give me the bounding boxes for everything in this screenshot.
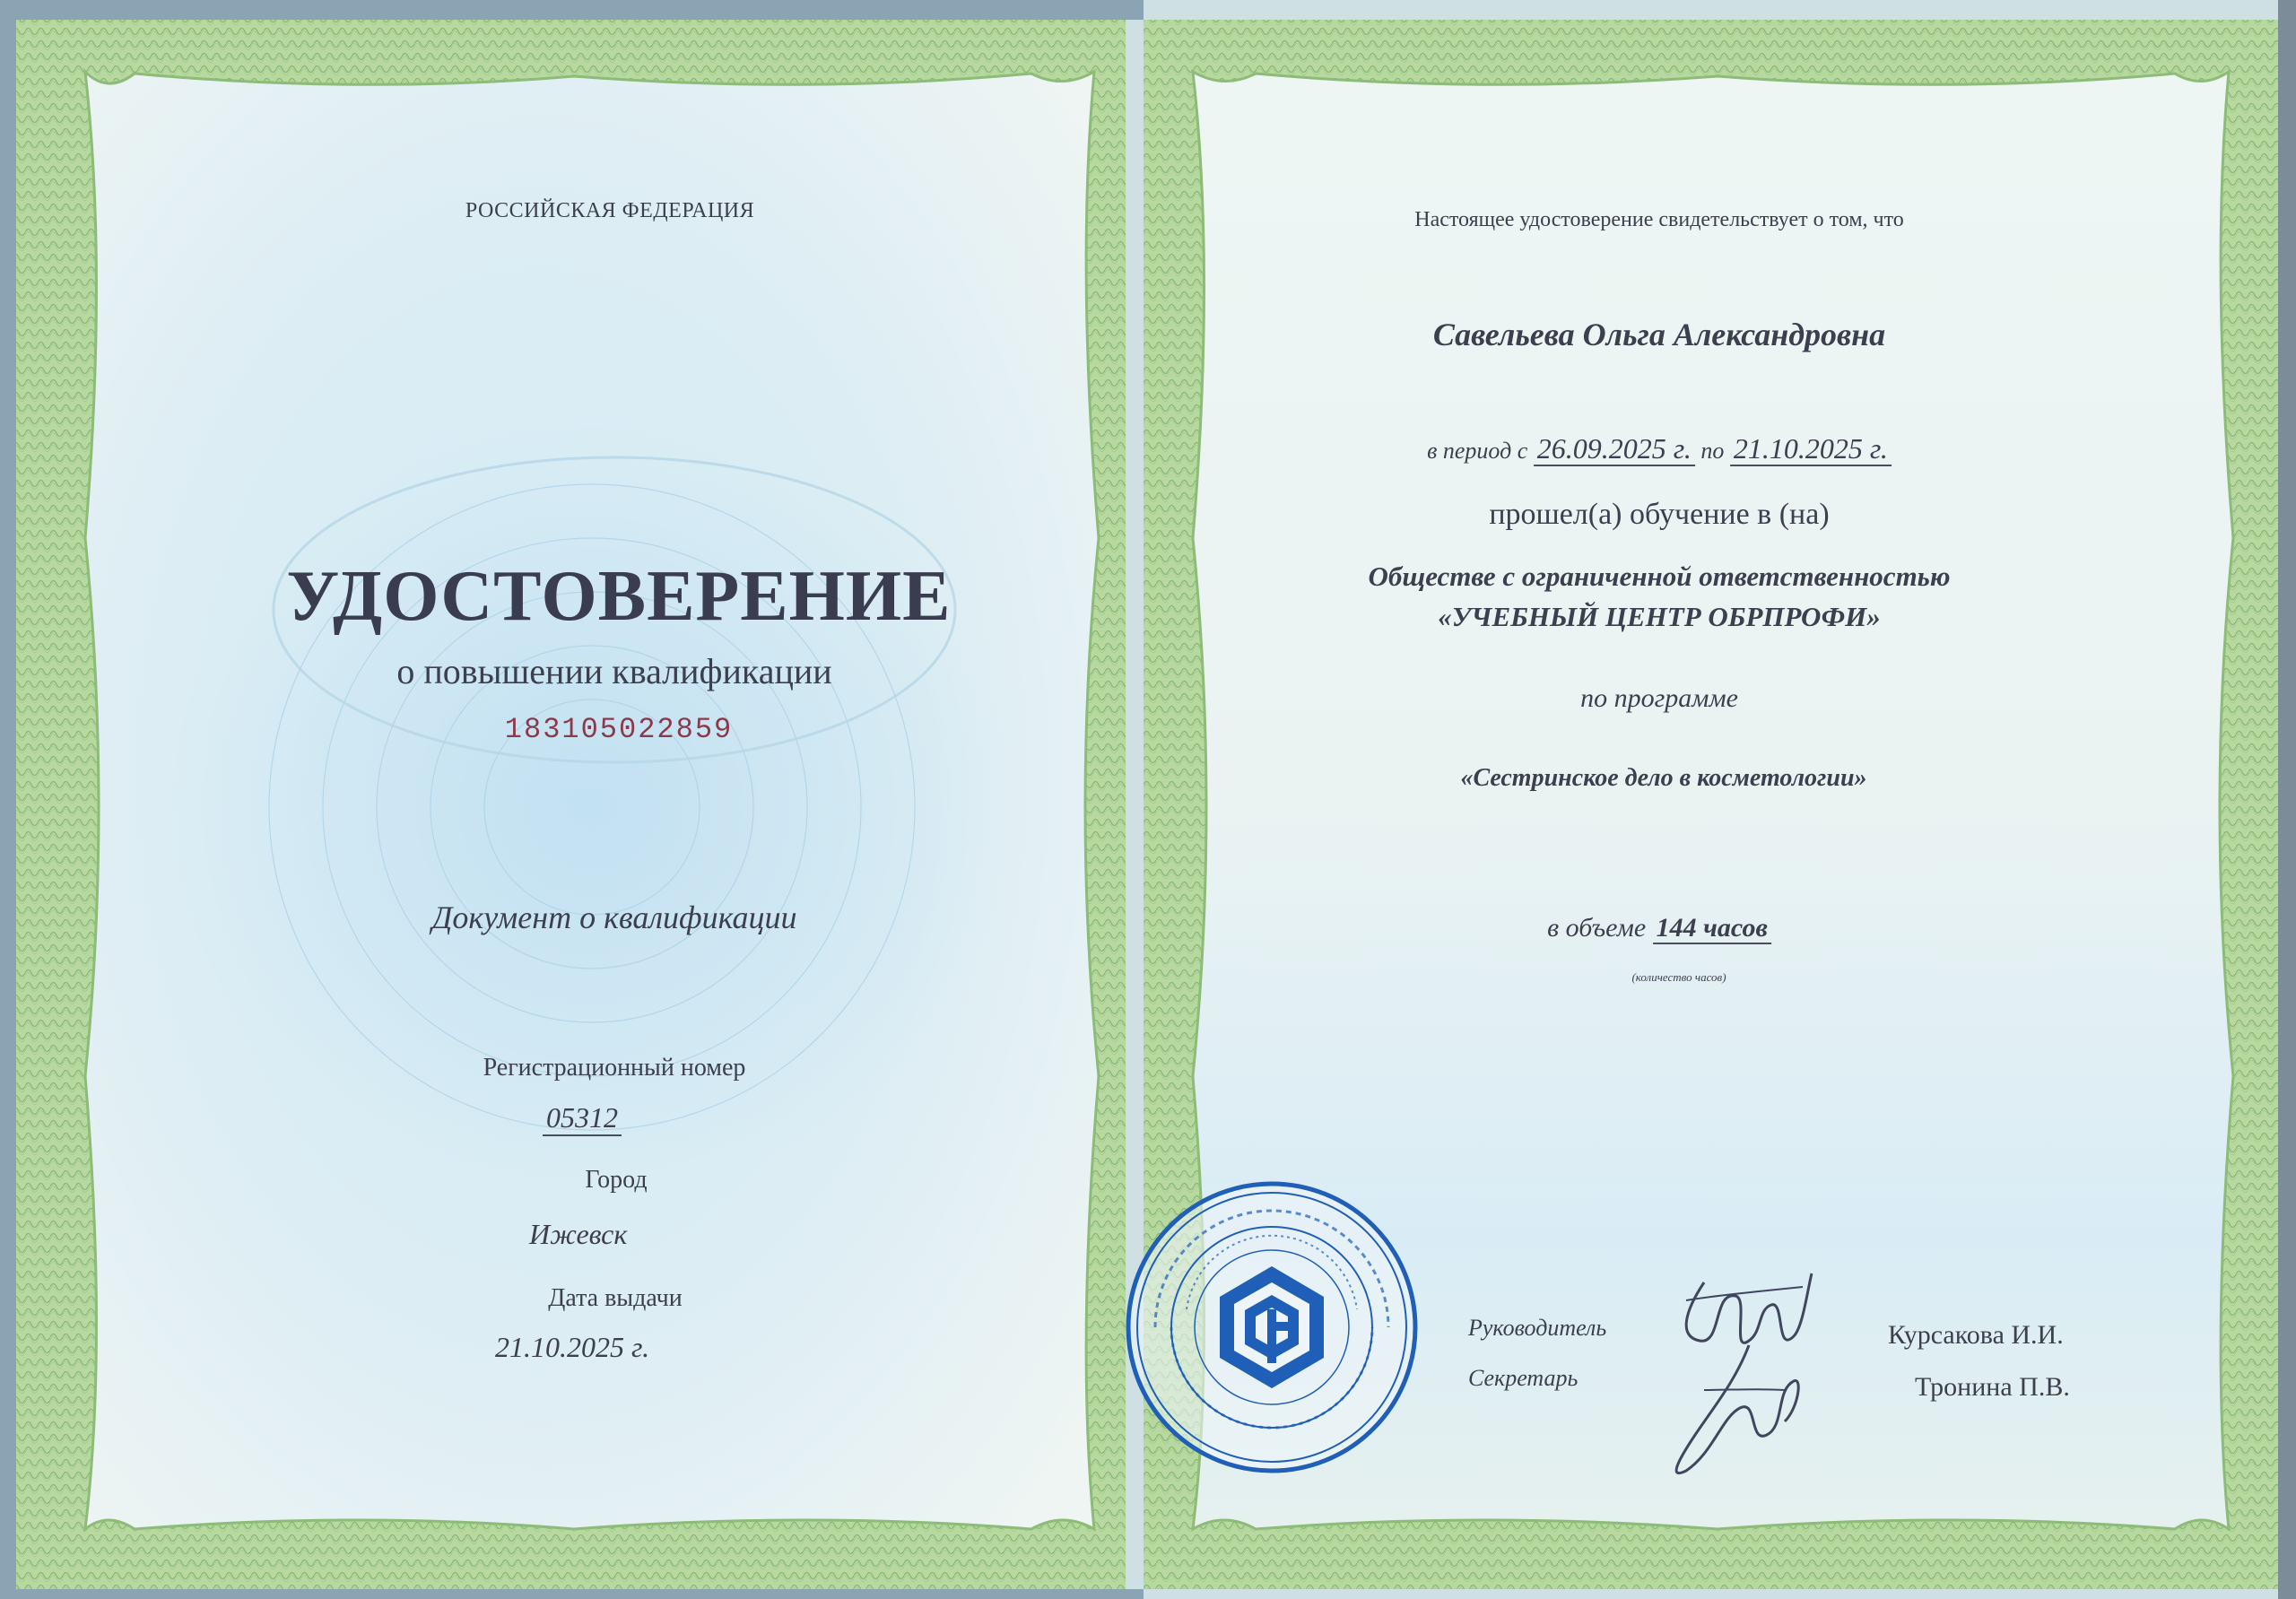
study-period	[1427, 432, 1892, 465]
period-prefix: в период с	[1427, 438, 1528, 464]
intro-text: Настоящее удостоверение свидетельствует о том, что	[1414, 208, 1904, 231]
reg-number-label: Регистрационный номер	[483, 1054, 746, 1082]
person-name: Савельева Ольга Александровна	[1432, 317, 1886, 352]
document-subtitle: о повышении квалификации	[396, 651, 832, 691]
head-name: Курсакова И.И.	[1888, 1320, 2064, 1350]
program-name: «Сестринское дело в косметологии»	[1460, 764, 1867, 792]
official-stamp	[1119, 1175, 1424, 1480]
studied-text: прошел(а) обучение в (на)	[1489, 498, 1830, 531]
period-from: 26.09.2025 г.	[1534, 432, 1695, 466]
organization-line-2: «УЧЕБНЫЙ ЦЕНТР ОБРПРОФИ»	[1438, 601, 1881, 632]
city-label: Город	[585, 1166, 648, 1194]
serial-number: 183105022859	[504, 713, 734, 746]
document-type: Документ о квалификации	[431, 899, 797, 935]
reg-number-value: 05312	[543, 1101, 622, 1136]
left-page	[0, 0, 1144, 1599]
program-label: по программе	[1580, 683, 1738, 713]
hours-line	[1547, 913, 1771, 943]
signatures	[1650, 1256, 1830, 1489]
secretary-name: Тронина П.В.	[1915, 1372, 2070, 1402]
period-mid: по	[1700, 438, 1725, 464]
head-label: Руководитель	[1468, 1315, 1607, 1341]
document-title: УДОСТОВЕРЕНИЕ	[286, 557, 952, 636]
secretary-label: Секретарь	[1468, 1365, 1578, 1391]
period-to: 21.10.2025 г.	[1730, 432, 1892, 466]
organization-line-1: Обществе с ограниченной ответственностью	[1368, 561, 1951, 592]
issue-date-label: Дата выдачи	[548, 1284, 683, 1312]
country-name: РОССИЙСКАЯ ФЕДЕРАЦИЯ	[465, 199, 755, 222]
hours-caption: (количество часов)	[1631, 970, 1726, 984]
issue-date-value: 21.10.2025 г.	[495, 1331, 650, 1363]
hours-value: 144 часов	[1653, 913, 1771, 944]
city-value: Ижевск	[529, 1218, 628, 1250]
hours-prefix: в объеме	[1547, 913, 1647, 943]
